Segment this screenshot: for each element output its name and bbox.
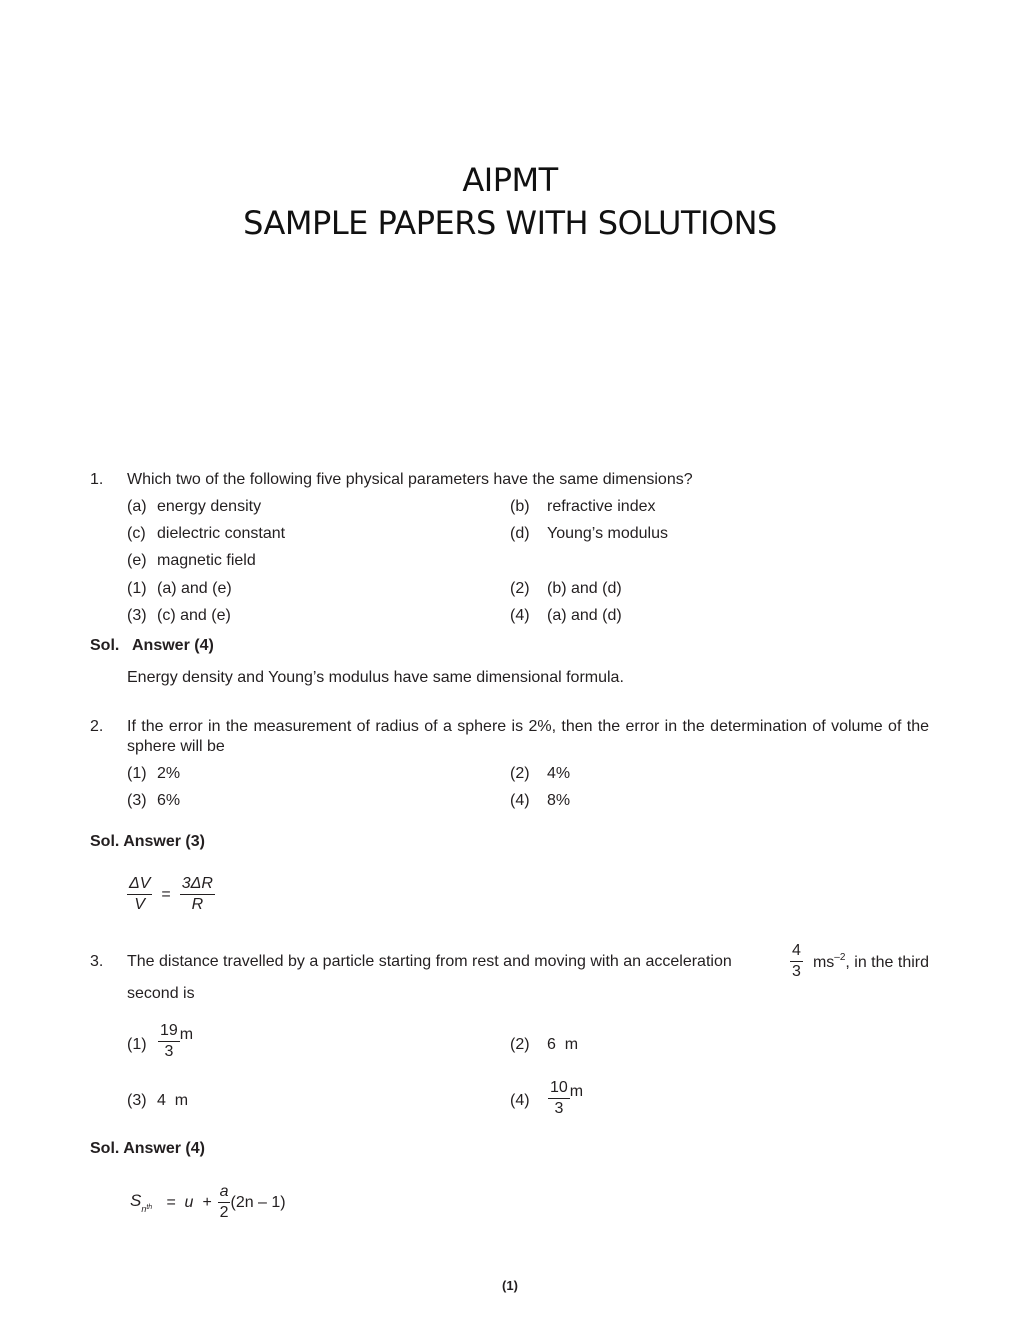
q3-unit-sup: –2 <box>834 951 846 963</box>
q1-param-c-text: dielectric constant <box>157 525 286 542</box>
q1-param-a-text: energy density <box>157 498 262 515</box>
q1-option-2-text: (b) and (d) <box>547 580 622 597</box>
q1-answer: Answer (4) <box>132 637 214 654</box>
q1-option-4-text: (a) and (d) <box>547 607 622 624</box>
q3-text-line-1 <box>127 941 929 982</box>
q1-sol-label: Sol. <box>90 637 120 654</box>
q3-formula-frac-num: a <box>218 1182 231 1203</box>
q3-formula-lhs <box>130 1191 152 1214</box>
q2-option-4-text: 8% <box>547 792 571 809</box>
q1-param-c-label: (c) <box>127 525 146 542</box>
q1-param-b-text: refractive index <box>547 498 656 515</box>
q3-option-2-label: (2) <box>510 1036 530 1053</box>
q3-option-1-num: 19 <box>158 1021 180 1042</box>
q3-option-3-text: 4 m <box>157 1092 189 1109</box>
q2-formula-rhs-den: R <box>191 896 204 913</box>
q2-option-2-label: (2) <box>510 765 530 782</box>
q1-param-b-label: (b) <box>510 498 530 515</box>
q3-sol: Sol. Answer (4) <box>90 1140 205 1157</box>
q3-text-before: The distance travelled by a particle starting from rest and moving with an acceleration <box>127 952 732 970</box>
q2-formula-eq: = <box>161 885 171 903</box>
q2-text: If the error in the measurement of radius of a sphere is 2%, then the error in the determination of volume of the sphere will be <box>127 718 929 755</box>
q2-option-3-text: 6% <box>157 792 181 809</box>
q2-option-1-label: (1) <box>127 765 147 782</box>
q3-accel-frac <box>790 941 803 982</box>
q3-text-after: , in the third <box>845 953 929 971</box>
q3-option-4-frac <box>548 1078 570 1119</box>
q2-option-4-label: (4) <box>510 792 530 809</box>
q3-option-1-value <box>158 1021 193 1062</box>
q2-option-1-text: 2% <box>157 765 181 782</box>
q1-option-4-label: (4) <box>510 607 530 624</box>
q2-option-3-label: (3) <box>127 792 147 809</box>
q3-formula-eq: = u + <box>166 1193 212 1211</box>
q1-param-d-text: Young’s modulus <box>547 525 668 542</box>
q3-number: 3. <box>90 953 104 970</box>
q2-formula-lhs <box>127 874 152 915</box>
q2-sol: Sol. Answer (3) <box>90 833 205 850</box>
q3-option-4-value <box>548 1078 583 1119</box>
q2-formula-rhs <box>180 874 215 915</box>
q3-text-line-2: second is <box>127 985 195 1002</box>
q1-param-a-label: (a) <box>127 498 147 515</box>
q3-option-4-num: 10 <box>548 1078 570 1099</box>
q3-formula-frac-den: 2 <box>219 1204 229 1221</box>
q3-option-1-den: 3 <box>164 1043 174 1060</box>
q3-formula-sub <box>141 1204 152 1214</box>
q1-number: 1. <box>90 471 104 488</box>
q1-param-e-text: magnetic field <box>157 552 256 569</box>
q1-param-e-label: (e) <box>127 552 147 569</box>
q2-formula-lhs-den: V <box>134 896 146 913</box>
q2-option-2-text: 4% <box>547 765 571 782</box>
q3-option-1-frac <box>158 1021 180 1062</box>
q3-option-2-text: 6 m <box>547 1036 579 1053</box>
q3-option-1-label: (1) <box>127 1036 147 1053</box>
q3-formula-sub-th: th <box>146 1204 153 1211</box>
q3-option-3-label: (3) <box>127 1092 147 1109</box>
q3-formula-sub-n: n <box>141 1204 147 1214</box>
q3-unit-base: ms <box>812 953 835 971</box>
q3-unit <box>813 952 929 972</box>
q3-formula-tail: (2n – 1) <box>230 1193 286 1211</box>
q3-formula-s: S <box>130 1191 142 1210</box>
q3-option-4-label: (4) <box>510 1092 530 1109</box>
q3-acceleration <box>790 941 929 982</box>
q1-text: Which two of the following five physical parameters have the same dimensions? <box>127 471 693 488</box>
q1-option-1-text: (a) and (e) <box>157 580 232 597</box>
q3-accel-num: 4 <box>790 941 803 962</box>
q1-option-3-text: (c) and (e) <box>157 607 231 624</box>
q3-formula <box>130 1182 286 1223</box>
q2-formula <box>127 874 215 915</box>
q2-formula-lhs-num: ΔV <box>127 874 152 895</box>
title-line-1: AIPMT <box>462 161 558 199</box>
q3-formula-frac <box>218 1182 231 1223</box>
q2-formula-rhs-num: 3ΔR <box>180 874 215 895</box>
q1-option-1-label: (1) <box>127 580 147 597</box>
title-line-2: SAMPLE PAPERS WITH SOLUTIONS <box>243 204 777 242</box>
q1-option-2-label: (2) <box>510 580 530 597</box>
q3-option-4-den: 3 <box>554 1100 564 1117</box>
q2-number: 2. <box>90 718 104 735</box>
q1-explanation: Energy density and Young’s modulus have same dimensional formula. <box>127 669 624 686</box>
q3-option-1-unit: m <box>179 1025 194 1043</box>
q1-param-d-label: (d) <box>510 525 530 542</box>
q3-accel-den: 3 <box>792 963 801 980</box>
page-number: (1) <box>502 1278 518 1293</box>
q1-option-3-label: (3) <box>127 607 147 624</box>
q3-option-4-unit: m <box>569 1082 584 1100</box>
